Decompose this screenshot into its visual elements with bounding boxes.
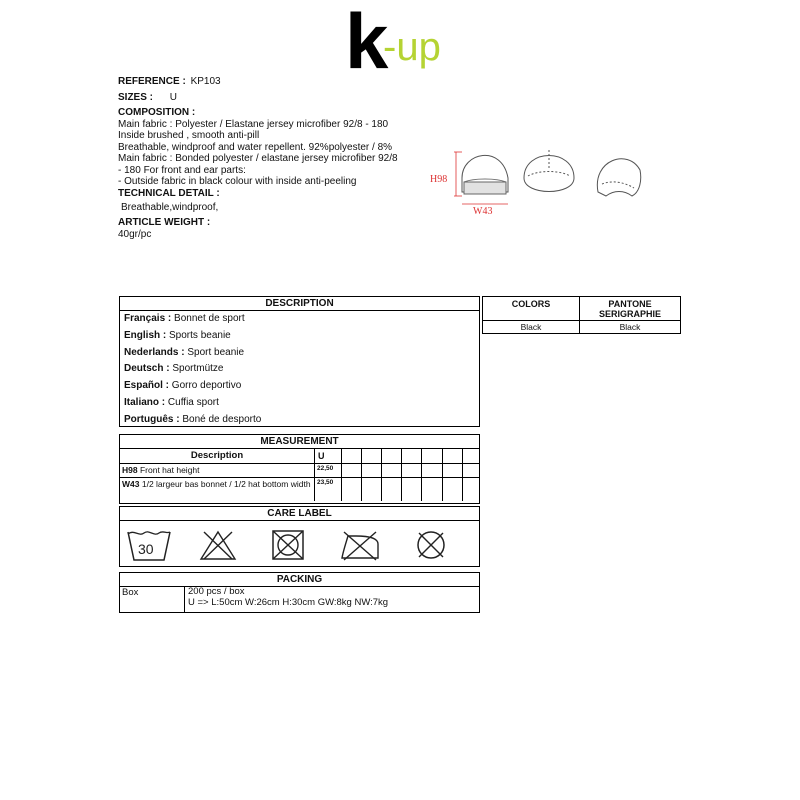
description-row: Nederlands : Sport beanie bbox=[124, 346, 245, 358]
composition-line: Inside brushed , smooth anti-pill bbox=[118, 130, 260, 141]
pantone-header: PANTONE SERIGRAPHIE bbox=[580, 297, 681, 321]
description-title: DESCRIPTION bbox=[120, 297, 479, 311]
height-measure-label: H98 bbox=[430, 174, 448, 185]
measurement-row: H98 Front hat height 22,50 bbox=[120, 463, 479, 477]
technical-label: TECHNICAL DETAIL : bbox=[118, 187, 220, 199]
colors-table bbox=[482, 296, 681, 334]
brand-logo bbox=[345, 0, 440, 75]
wash-30-icon bbox=[126, 528, 172, 567]
packing-line: 200 pcs / box bbox=[188, 586, 245, 597]
description-row: Italiano : Cuffia sport bbox=[124, 396, 219, 408]
reference-value: KP103 bbox=[190, 76, 221, 87]
product-info bbox=[118, 76, 418, 241]
description-row: Français : Bonnet de sport bbox=[124, 313, 245, 324]
wash-temp: 30 bbox=[138, 541, 154, 557]
description-row: English : Sports beanie bbox=[124, 329, 231, 341]
weight-label: ARTICLE WEIGHT : bbox=[118, 216, 211, 228]
composition-line: Breathable, windproof and water repellent. 92%polyester / 8% bbox=[118, 141, 393, 153]
logo-up: -up bbox=[383, 25, 440, 69]
technical-value: Breathable,windproof, bbox=[121, 202, 219, 213]
weight-value: 40gr/pc bbox=[118, 229, 152, 240]
colors-header: COLORS bbox=[483, 297, 580, 321]
packing-table bbox=[119, 572, 480, 613]
composition-line: Main fabric : Polyester / Elastane jersey microfiber 92/8 - 180 bbox=[118, 118, 389, 130]
composition-line: Main fabric : Bonded polyester / elastane jersey microfiber 92/8 bbox=[118, 153, 398, 164]
front-view-sketch bbox=[462, 155, 508, 194]
reference-label: REFERENCE : bbox=[118, 76, 186, 87]
no-tumble-dry-icon bbox=[270, 528, 306, 567]
no-bleach-icon bbox=[198, 528, 238, 567]
pantone-value: Black bbox=[580, 321, 681, 334]
width-measure-label: W43 bbox=[473, 206, 493, 217]
composition-line: - Outside fabric in black colour with inside anti-peeling bbox=[118, 176, 357, 187]
packing-line: U => L:50cm W:26cm H:30cm GW:8kg NW:7kg bbox=[188, 596, 389, 608]
no-dry-clean-icon bbox=[413, 528, 449, 567]
sizes-value: U bbox=[169, 91, 178, 103]
description-row: Português : Boné de desporto bbox=[124, 413, 262, 425]
measurement-value: 23,50 bbox=[315, 477, 342, 501]
side-view-sketch bbox=[597, 159, 640, 196]
measurement-row: W43 1/2 largeur bas bonnet / 1/2 hat bottom width 23,50 bbox=[120, 477, 479, 501]
no-iron-icon bbox=[338, 528, 382, 567]
measurement-desc-header: Description bbox=[120, 449, 315, 463]
logo-k: k bbox=[345, 0, 389, 75]
packing-label: Box bbox=[120, 587, 185, 613]
measurement-size-header: U bbox=[315, 449, 342, 463]
composition-label: COMPOSITION : bbox=[118, 107, 196, 118]
description-table bbox=[119, 296, 480, 427]
description-row: Español : Gorro deportivo bbox=[124, 380, 242, 392]
description-row: Deutsch : Sportmütze bbox=[124, 363, 224, 375]
color-value: Black bbox=[483, 321, 580, 334]
back-view-sketch bbox=[524, 150, 574, 192]
care-label-title: CARE LABEL bbox=[120, 507, 479, 521]
sizes-label: SIZES : bbox=[118, 91, 154, 103]
product-sketches bbox=[428, 140, 668, 220]
measurement-table bbox=[119, 434, 480, 504]
packing-title: PACKING bbox=[120, 573, 479, 587]
composition-line: - 180 For front and ear parts: bbox=[118, 164, 246, 176]
measurement-title: MEASUREMENT bbox=[120, 435, 479, 449]
measurement-value: 22,50 bbox=[315, 463, 342, 477]
